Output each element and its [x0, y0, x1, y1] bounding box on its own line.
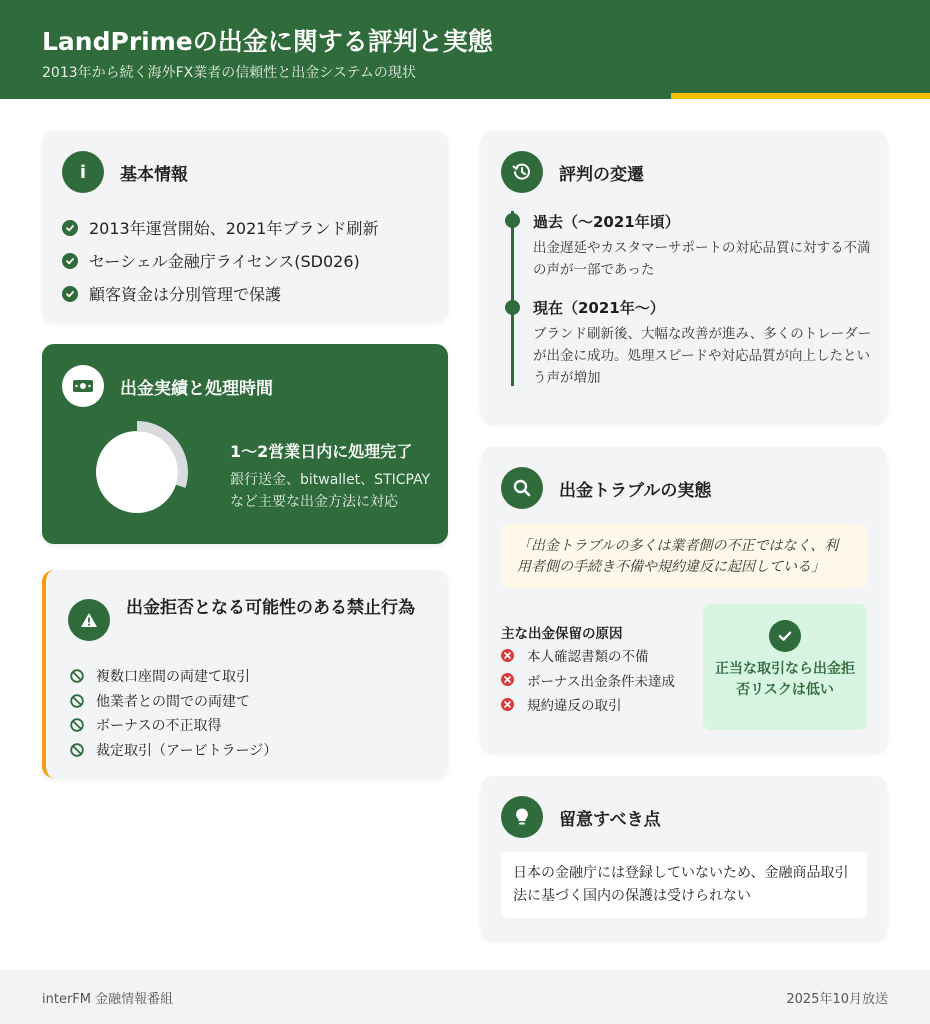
- low-risk-text: 正当な取引なら出金拒否リスクは低い: [715, 661, 855, 698]
- trouble-quote: 「出金トラブルの多くは業者側の不正ではなく、利用者側の手続き不備や規約違反に起因している」: [501, 524, 867, 588]
- list-item: 他業者との間での両建て: [70, 689, 277, 714]
- timeline-line: [511, 211, 514, 386]
- low-risk-box: [703, 604, 867, 730]
- check-icon: [62, 253, 78, 269]
- page-title: LandPrimeの出金に関する評判と実態: [42, 27, 493, 56]
- notes-title: 留意すべき点: [559, 809, 661, 830]
- list-item: 本人確認書類の不備: [501, 643, 675, 668]
- processing-gauge: [86, 421, 188, 523]
- prohibited-card: [42, 570, 448, 778]
- info-icon: i: [62, 151, 104, 193]
- history-title: 評判の変遷: [559, 164, 644, 185]
- search-icon: [501, 467, 543, 509]
- list-item: 規約違反の取引: [501, 692, 675, 717]
- ban-icon: [70, 694, 84, 708]
- basic-info-card: [42, 131, 448, 321]
- notes-card: [481, 776, 887, 940]
- timeline-dot-past: [505, 213, 520, 228]
- withdrawal-title: 出金実績と処理時間: [120, 378, 273, 399]
- trouble-title: 出金トラブルの実態: [559, 480, 712, 501]
- ban-icon: [70, 718, 84, 732]
- x-icon: [501, 698, 514, 711]
- processing-time-heading: 1〜2営業日内に処理完了: [230, 442, 413, 461]
- footer-broadcast-date: 2025年10月放送: [786, 992, 888, 1007]
- money-icon: [62, 365, 104, 407]
- check-icon: [62, 220, 78, 236]
- page-footer: [0, 970, 930, 1024]
- prohibited-list: [70, 664, 277, 762]
- list-item: 裁定取引（アービトラージ）: [70, 738, 277, 763]
- check-icon: [62, 286, 78, 302]
- warning-icon: [68, 599, 110, 641]
- list-item: 顧客資金は分別管理で保護: [62, 277, 378, 310]
- page-subtitle: 2013年から続く海外FX業者の信頼性と出金システムの現状: [42, 65, 416, 81]
- footer-program: interFM 金融情報番組: [42, 992, 174, 1007]
- prohibited-title: 出金拒否となる可能性のある禁止行為: [126, 598, 415, 618]
- timeline-past-heading: 過去（〜2021年頃）: [533, 213, 680, 231]
- causes-list: [501, 643, 675, 717]
- list-item: セーシェル金融庁ライセンス(SD026): [62, 244, 378, 277]
- withdrawal-card: [42, 344, 448, 544]
- ban-icon: [70, 669, 84, 683]
- timeline-now-text: ブランド刷新後、大幅な改善が進み、多くのトレーダーが出金に成功。処理スピードや対応品質が向上したという声が増加: [533, 326, 872, 386]
- history-icon: [501, 151, 543, 193]
- ban-icon: [70, 743, 84, 757]
- causes-heading: 主な出金保留の原因: [501, 626, 623, 642]
- header-accent-bar: [671, 93, 930, 99]
- lightbulb-icon: [501, 796, 543, 838]
- withdrawal-methods-text: 銀行送金、bitwallet、STICPAY など主要な出金方法に対応: [230, 472, 431, 510]
- trouble-card: [481, 447, 887, 752]
- list-item: 複数口座間の両建て取引: [70, 664, 277, 689]
- check-circle-icon: [769, 620, 801, 652]
- timeline-dot-now: [505, 300, 520, 315]
- timeline-past-text: 出金遅延やカスタマーサポートの対応品質に対する不満の声が一部であった: [533, 240, 871, 278]
- x-icon: [501, 673, 514, 686]
- basic-info-title: 基本情報: [120, 164, 188, 185]
- basic-info-list: [62, 211, 378, 310]
- list-item: 2013年運営開始、2021年ブランド刷新: [62, 211, 378, 244]
- x-icon: [501, 649, 514, 662]
- notes-text: 日本の金融庁には登録していないため、金融商品取引法に基づく国内の保護は受けられない: [501, 852, 867, 918]
- page-header: [0, 0, 930, 99]
- list-item: ボーナスの不正取得: [70, 713, 277, 738]
- history-card: [481, 131, 887, 423]
- list-item: ボーナス出金条件未達成: [501, 668, 675, 693]
- timeline-now-heading: 現在（2021年〜）: [533, 299, 665, 317]
